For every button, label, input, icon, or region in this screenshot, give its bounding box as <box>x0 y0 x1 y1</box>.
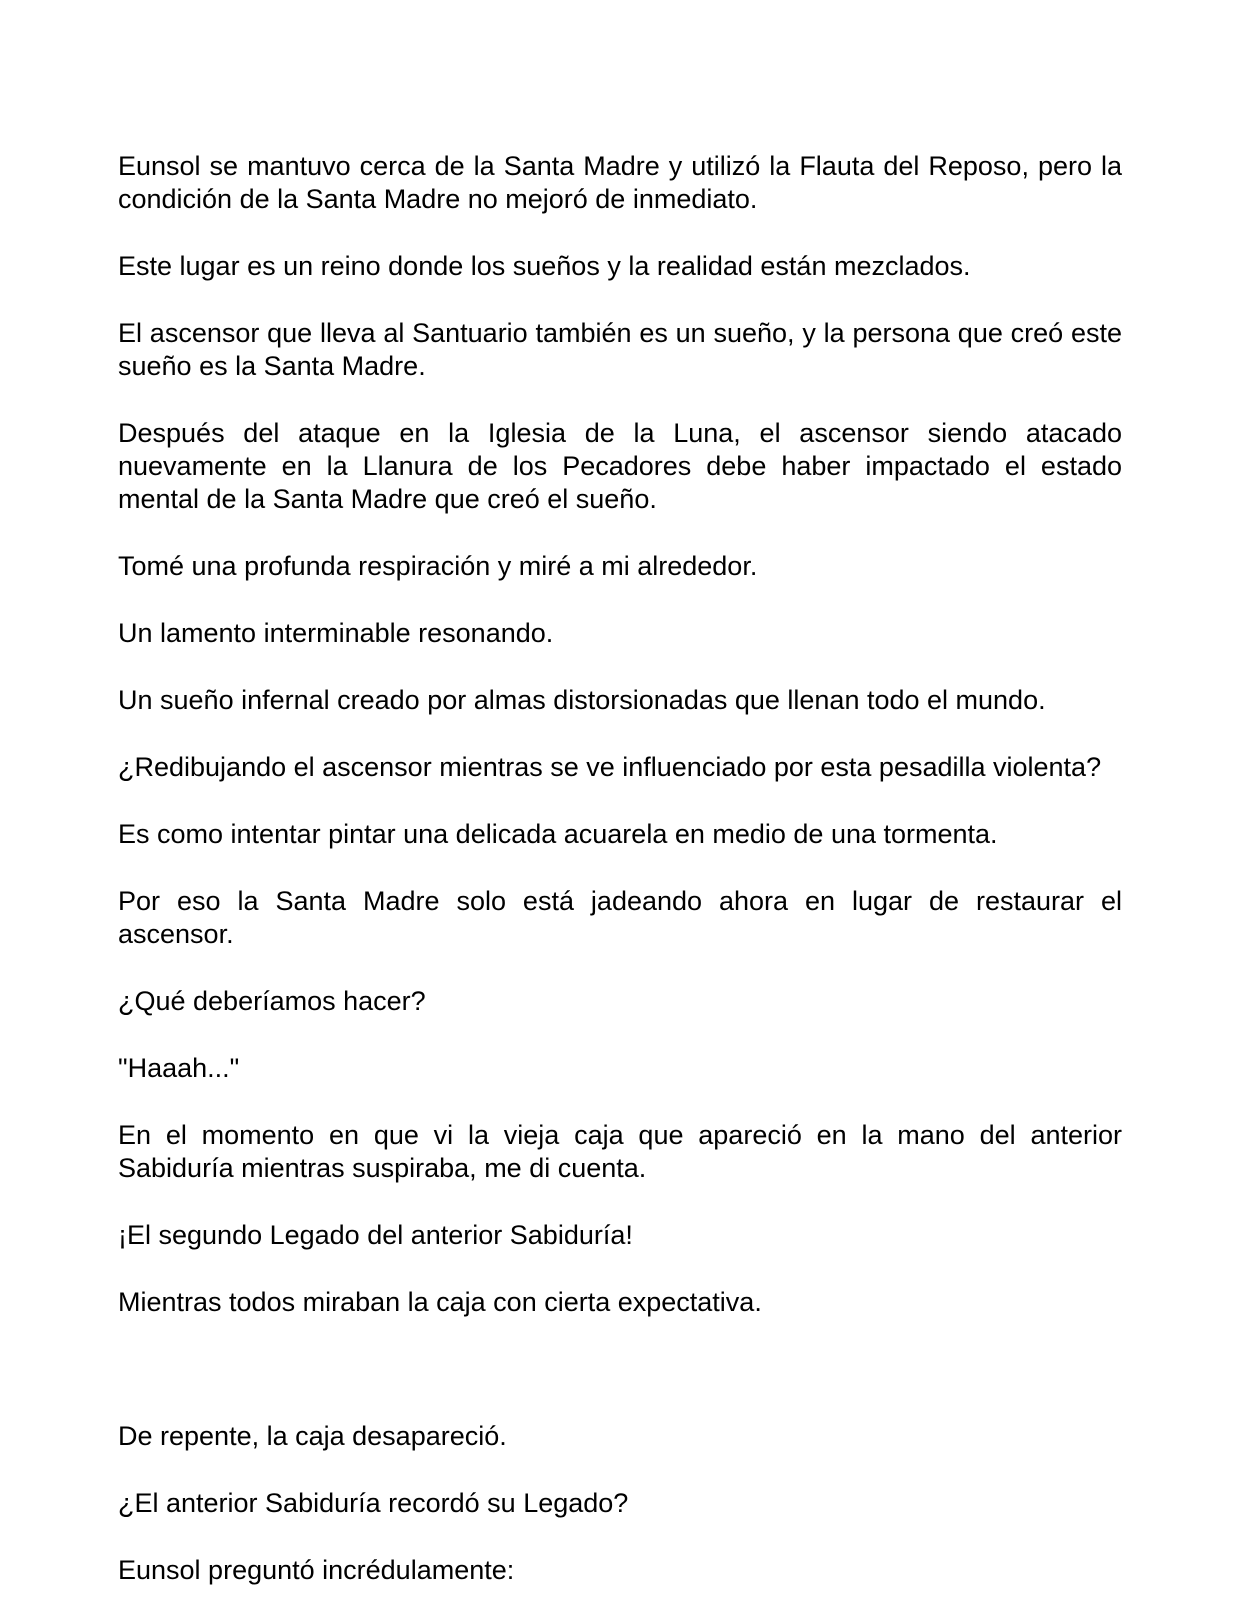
paragraph-2: Este lugar es un reino donde los sueños y la realidad están mezclados. <box>118 251 971 281</box>
paragraph-9: Es como intentar pintar una delicada acuarela en medio de una tormenta. <box>118 819 998 849</box>
paragraph-17: ¿El anterior Sabiduría recordó su Legado? <box>118 1488 629 1518</box>
paragraph-8: ¿Redibujando el ascensor mientras se ve influenciado por esta pesadilla violenta? <box>118 752 1102 782</box>
paragraph-14: ¡El segundo Legado del anterior Sabiduría! <box>118 1220 633 1250</box>
paragraph-6: Un lamento interminable resonando. <box>118 618 554 648</box>
paragraph-11: ¿Qué deberíamos hacer? <box>118 986 426 1016</box>
paragraph-13: En el momento en que vi la vieja caja que apareció en la mano del anterior Sabiduría mientras suspiraba, me di cuenta. <box>118 1120 1122 1183</box>
paragraph-4: Después del ataque en la Iglesia de la Luna, el ascensor siendo atacado nuevamente en la Llanura de los Pecadores debe haber impactado el estado mental de la Santa Madre que creó el sueño. <box>118 418 1122 514</box>
paragraph-1: Eunsol se mantuvo cerca de la Santa Madre y utilizó la Flauta del Reposo, pero la condición de la Santa Madre no mejoró de inmediato. <box>118 151 1122 214</box>
paragraph-18: Eunsol preguntó incrédulamente: <box>118 1555 515 1585</box>
paragraph-3: El ascensor que lleva al Santuario también es un sueño, y la persona que creó este sueño es la Santa Madre. <box>118 318 1122 381</box>
paragraph-10: Por eso la Santa Madre solo está jadeando ahora en lugar de restaurar el ascensor. <box>118 886 1122 949</box>
document-text <box>118 150 1122 1621</box>
paragraph-15: Mientras todos miraban la caja con cierta expectativa. <box>118 1287 762 1317</box>
paragraph-7: Un sueño infernal creado por almas distorsionadas que llenan todo el mundo. <box>118 685 1046 715</box>
paragraph-16: De repente, la caja desapareció. <box>118 1421 507 1451</box>
paragraph-12: "Haaah..." <box>118 1053 240 1083</box>
paragraph-5: Tomé una profunda respiración y miré a mi alrededor. <box>118 551 758 581</box>
